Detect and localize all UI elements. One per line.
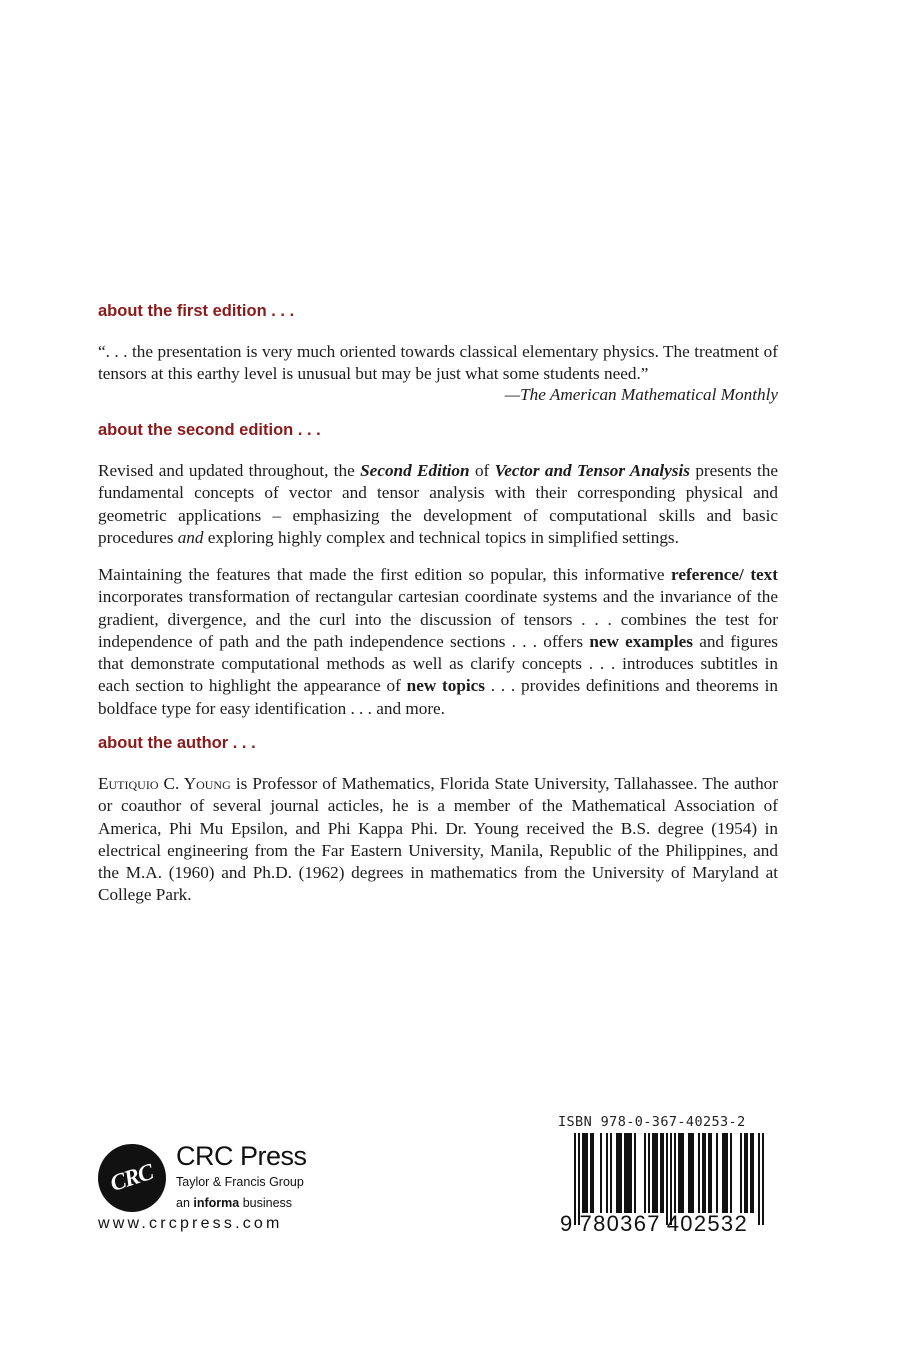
barcode-bar xyxy=(624,1133,626,1213)
author-name: Eutiquio C. Young xyxy=(98,774,231,793)
text-run: and figures that demonstrate computational methods as well as clarify concepts . . . introduces subtitles in each section to highlight the appearance of xyxy=(98,631,778,696)
barcode-bar xyxy=(704,1133,706,1213)
barcode-bar xyxy=(682,1133,684,1213)
barcode-bar xyxy=(610,1133,612,1213)
barcode-bar xyxy=(644,1133,646,1213)
crc-logo xyxy=(98,1144,166,1212)
barcode-bar xyxy=(616,1133,618,1213)
edition-emphasis: Second Edition xyxy=(360,461,470,480)
barcode-bar xyxy=(582,1133,584,1213)
barcode-bar xyxy=(740,1133,742,1213)
barcode-bar xyxy=(722,1133,724,1213)
barcode-bar xyxy=(606,1133,608,1213)
isbn-label: ISBN 978-0-367-40253-2 xyxy=(558,1114,746,1130)
barcode-bar xyxy=(662,1133,664,1213)
text-run: Maintaining the features that made the first edition so popular, this informative xyxy=(98,565,671,584)
author-bio-text: is Professor of Mathematics, Florida State University, Tallahassee. The author or coauthor of several journal acticles, he is a member of the Mathematical Association of America, Phi Mu Epsilon, and Phi Kappa Phi. Dr. Young received the B.S. degree (1954) in electrical engineering from the Far Eastern University, Manila, Republic of the Philippines, and the M.A. (1960) and Ph.D. (1962) degrees in mathematics from the University of Maryland at College Park. xyxy=(98,774,778,905)
barcode-bar xyxy=(702,1133,704,1213)
barcode-bar xyxy=(600,1133,602,1213)
barcode-bar xyxy=(592,1133,594,1213)
barcode-bar xyxy=(586,1133,588,1213)
barcode-bar xyxy=(716,1133,718,1213)
barcode-bar xyxy=(656,1133,658,1213)
barcode-bar xyxy=(590,1133,592,1213)
text-run: Revised and updated throughout, the xyxy=(98,461,361,480)
publisher-group: Taylor & Francis Group xyxy=(176,1175,304,1189)
barcode-bar xyxy=(584,1133,586,1213)
reference-text-emphasis: reference/ text xyxy=(671,565,778,584)
barcode-digits xyxy=(560,1211,781,1237)
barcode-bar xyxy=(620,1133,622,1213)
barcode-bar xyxy=(746,1133,748,1213)
new-examples-emphasis: new examples xyxy=(589,631,693,651)
barcode-bar xyxy=(678,1133,680,1213)
author-bio xyxy=(98,773,778,907)
text-run: business xyxy=(239,1196,293,1210)
barcode-digits-right: 402532 xyxy=(666,1211,748,1236)
publisher-business xyxy=(176,1196,292,1210)
barcode-bar xyxy=(654,1133,656,1213)
quote-attribution: —The American Mathematical Monthly xyxy=(504,385,778,404)
barcode-bar xyxy=(626,1133,628,1213)
barcode-bar xyxy=(752,1133,754,1213)
barcode-bar xyxy=(710,1133,712,1213)
barcode-digit-first: 9 xyxy=(560,1211,574,1236)
barcode-bar xyxy=(680,1133,682,1213)
barcode-bar xyxy=(634,1133,636,1213)
barcode-bar xyxy=(652,1133,654,1213)
barcode-bar xyxy=(690,1133,692,1213)
barcode-bar xyxy=(750,1133,752,1213)
text-run: incorporates transformation of rectangular cartesian coordinate systems and the invariance of the gradient, divergence, and the curl into the discussion of tensors . . . combines the test for independence of path and the path independence sections . . . offers xyxy=(98,587,778,651)
second-edition-heading: about the second edition . . . xyxy=(98,421,321,439)
first-edition-quote: “. . . the presentation is very much oriented towards classical elementary physics. The treatment of tensors at this earthy level is unusual but may be just what some students need.” xyxy=(98,342,778,384)
first-edition-heading: about the first edition . . . xyxy=(98,302,295,320)
second-edition-paragraph-2 xyxy=(98,564,778,720)
text-run: presents the fundamental concepts of vector and tensor analysis with their corresponding physical and geometric applications – emphasizing the development of computational skills and basic procedures xyxy=(98,461,778,547)
text-run: exploring highly complex and technical topics in simplified settings. xyxy=(203,527,679,547)
and-emphasis: and xyxy=(177,527,204,547)
second-edition-paragraph-1 xyxy=(98,460,778,549)
barcode-bar xyxy=(674,1133,676,1213)
publisher-url: www.crcpress.com xyxy=(98,1215,283,1232)
barcode-bar xyxy=(648,1133,650,1213)
author-heading: about the author . . . xyxy=(98,734,256,752)
publisher-name: CRC Press xyxy=(176,1141,307,1171)
barcode-bar xyxy=(730,1133,732,1213)
barcode-bar xyxy=(708,1133,710,1213)
barcode-bar xyxy=(630,1133,632,1213)
new-topics-emphasis: new topics xyxy=(406,676,485,696)
barcode-bar xyxy=(660,1133,662,1213)
informa-wordmark: informa xyxy=(193,1196,240,1210)
barcode-bar xyxy=(618,1133,620,1213)
barcode-bar xyxy=(744,1133,746,1213)
text-run: of xyxy=(469,461,495,480)
book-title: Vector and Tensor Analysis xyxy=(494,461,690,480)
crc-logo-text: CRC xyxy=(107,1158,157,1197)
barcode-bar xyxy=(698,1133,700,1213)
barcode-bar xyxy=(688,1133,690,1213)
barcode-digits-left: 780367 xyxy=(579,1211,661,1236)
text-run: . . . provides definitions and theorems in boldface type for easy identification . . . and more. xyxy=(98,676,778,718)
barcode-bar xyxy=(628,1133,630,1213)
barcode-bar xyxy=(726,1133,728,1213)
barcode-bar xyxy=(692,1133,694,1213)
text-run: an xyxy=(176,1196,194,1210)
barcode-bar xyxy=(724,1133,726,1213)
